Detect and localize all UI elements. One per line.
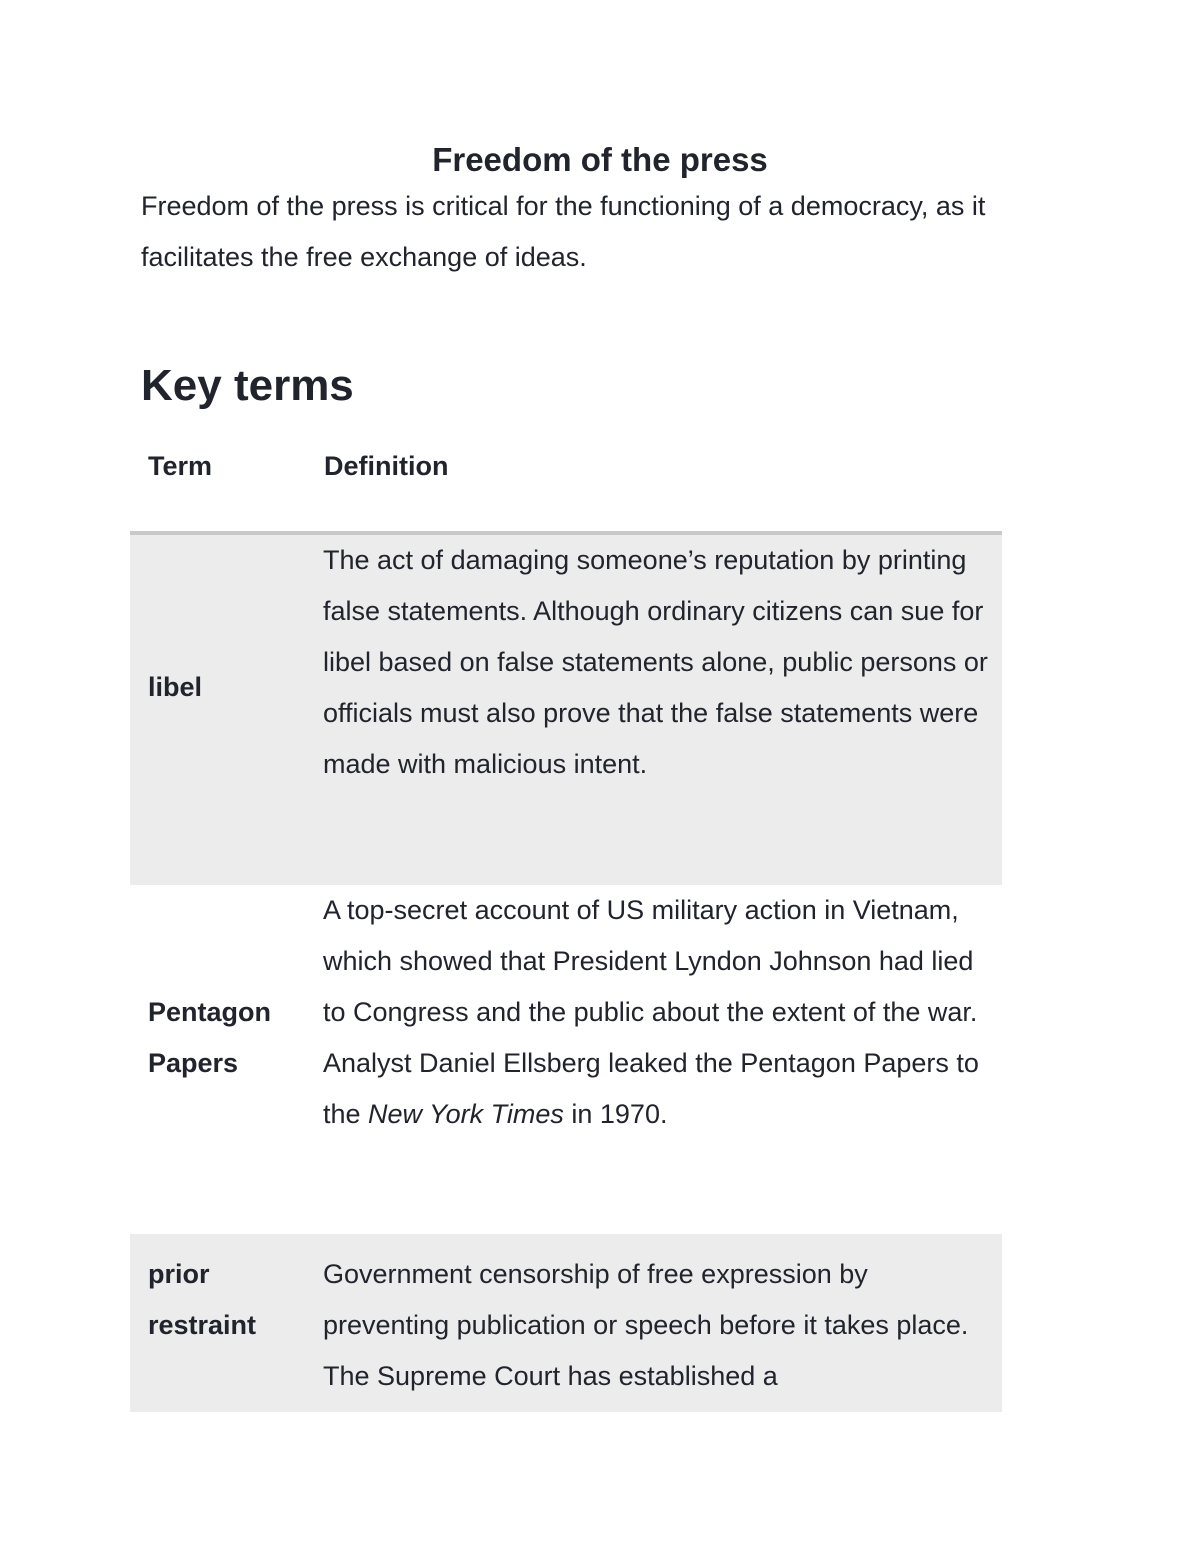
key-terms-heading: Key terms <box>141 361 354 410</box>
table-row-libel <box>130 535 1002 885</box>
definition-text-end: in 1970. <box>563 1099 668 1129</box>
table-row-prior-restraint <box>130 1234 1002 1412</box>
definition-text: A top-secret account of US military action in Vietnam, which showed that President Lyndon Johnson had lied to Congress and the public about the extent of the war. Analyst Daniel Ellsberg leaked the Pentagon Papers to the <box>323 895 979 1129</box>
column-header-term: Term <box>148 451 213 481</box>
newspaper-title: New York Times <box>368 1099 564 1129</box>
term-cell: libel <box>148 672 203 702</box>
definition-cell <box>323 885 995 1140</box>
intro-paragraph: Freedom of the press is critical for the functioning of a democracy, as it facilitates the free exchange of ideas. <box>141 191 986 272</box>
document-title: Freedom of the press <box>432 141 768 178</box>
term-cell: prior restraint <box>148 1259 257 1340</box>
table-row-pentagon-papers <box>130 885 1002 1233</box>
definition-cell: The act of damaging someone’s reputation by printing false statements. Although ordinary citizens can sue for libel based on false statements alone, public persons or officials must also prove that the false statements were made with malicious intent. <box>323 545 988 779</box>
definition-cell: Government censorship of free expression by preventing publication or speech before it takes place. The Supreme Court has established a <box>323 1259 969 1391</box>
column-header-definition: Definition <box>324 451 449 481</box>
term-cell: Pentagon Papers <box>148 997 272 1078</box>
